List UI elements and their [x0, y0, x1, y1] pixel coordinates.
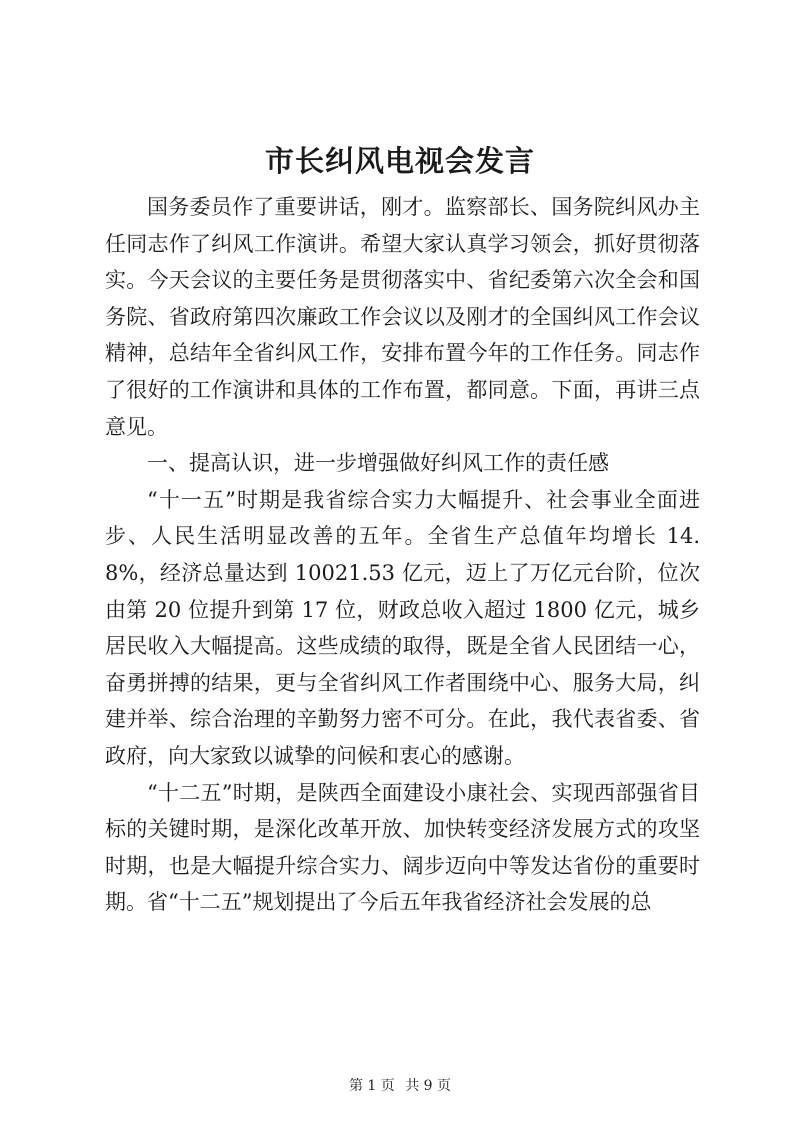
page-total: 共 9 页 [405, 1078, 452, 1094]
page-footer [0, 1076, 800, 1096]
paragraph-eleventh-five-year: “十一五”时期是我省综合实力大幅提升、社会事业全面进步、人民生活明显改善的五年。全省生产总值年均增长 14.8%，经济总量达到 10021.53 亿元，迈上了万亿元台阶，位次由第 20 位提升到第 17 位，财政总收入超过 1800 亿元，城乡居民收入大幅提高。这些成绩的取得，既是全省人民团结一心，奋勇拼搏的结果，更与全省纠风工作者围绕中心、服务大局，纠建并举、综合治理的辛勤努力密不可分。在此，我代表省委、省政府，向大家致以诚挚的问候和衷心的感谢。 [105, 487, 700, 768]
document-body [105, 189, 700, 921]
paragraph-intro: 国务委员作了重要讲话，刚才。监察部长、国务院纠风办主任同志作了纠风工作演讲。希望大家认真学习领会，抓好贯彻落实。今天会议的主要任务是贯彻落实中、省纪委第六次全会和国务院、省政府第四次廉政工作会议以及刚才的全国纠风工作会议精神，总结年全省纠风工作，安排布置今年的工作任务。同志作了很好的工作演讲和具体的工作布置，都同意。下面，再讲三点意见。 [105, 195, 700, 439]
paragraph-twelfth-five-year: “十二五”时期，是陕西全面建设小康社会、实现西部强省目标的关键时期，是深化改革开放、加快转变经济发展方式的攻坚时期，也是大幅提升综合实力、阔步迈向中等发达省份的重要时期。省“十二五”规划提出了今后五年我省经济社会发展的总 [105, 780, 700, 915]
section-heading-1: 一、提高认识，进一步增强做好纠风工作的责任感 [147, 451, 609, 476]
page-title: 市长纠风电视会发言 [264, 144, 535, 178]
page-number: 第 1 页 [348, 1078, 395, 1094]
